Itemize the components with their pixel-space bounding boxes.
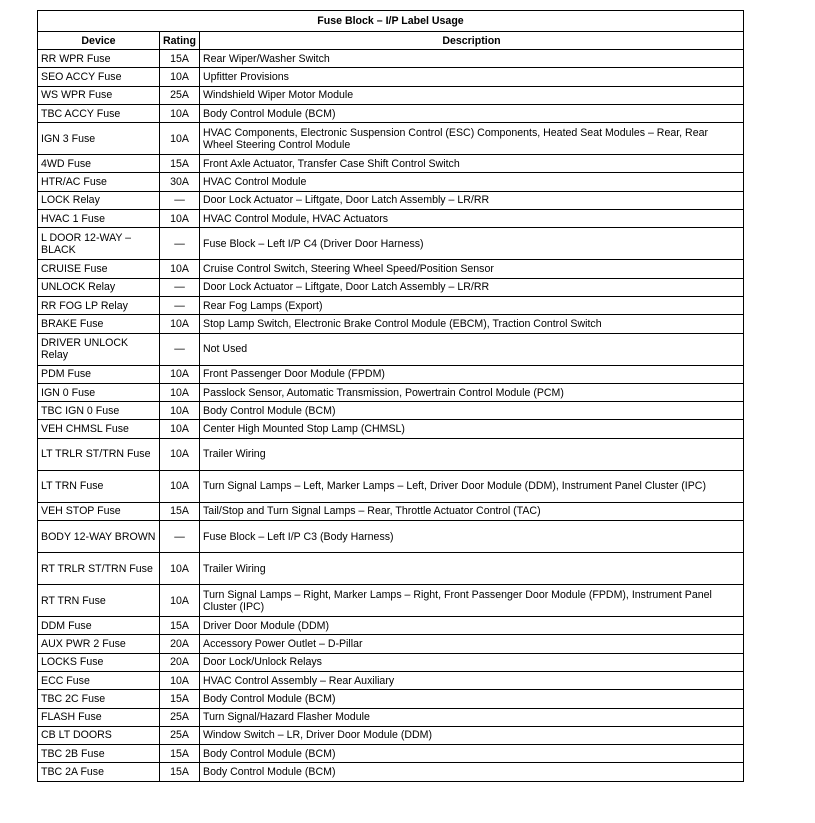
rating-cell: 10A [160, 104, 200, 122]
table-row [38, 333, 744, 365]
rating-cell: 10A [160, 123, 200, 155]
rating-cell: 10A [160, 470, 200, 502]
device-cell: TBC 2C Fuse [38, 690, 160, 708]
device-cell: CB LT DOORS [38, 726, 160, 744]
table-row [38, 210, 744, 228]
description-cell: HVAC Control Module [200, 173, 744, 191]
device-cell: LOCK Relay [38, 191, 160, 209]
device-cell: IGN 3 Fuse [38, 123, 160, 155]
rating-cell: 15A [160, 617, 200, 635]
rating-cell: 10A [160, 260, 200, 278]
device-cell: TBC 2A Fuse [38, 763, 160, 781]
table-row [38, 86, 744, 104]
device-cell: WS WPR Fuse [38, 86, 160, 104]
table-row [38, 745, 744, 763]
table-row [38, 315, 744, 333]
device-cell: LOCKS Fuse [38, 653, 160, 671]
table-row [38, 585, 744, 617]
table-row [38, 653, 744, 671]
description-cell: Door Lock Actuator – Liftgate, Door Latch Assembly – LR/RR [200, 191, 744, 209]
device-cell: RR FOG LP Relay [38, 296, 160, 314]
description-cell: Body Control Module (BCM) [200, 763, 744, 781]
table-row [38, 365, 744, 383]
table-row [38, 173, 744, 191]
device-cell: SEO ACCY Fuse [38, 68, 160, 86]
description-cell: Window Switch – LR, Driver Door Module (DDM) [200, 726, 744, 744]
description-cell: Upfitter Provisions [200, 68, 744, 86]
table-row [38, 617, 744, 635]
device-cell: TBC 2B Fuse [38, 745, 160, 763]
table-row [38, 708, 744, 726]
table-row [38, 671, 744, 689]
table-row [38, 402, 744, 420]
rating-cell: 10A [160, 68, 200, 86]
device-cell: UNLOCK Relay [38, 278, 160, 296]
device-cell: VEH CHMSL Fuse [38, 420, 160, 438]
rating-cell: 10A [160, 315, 200, 333]
device-cell: BRAKE Fuse [38, 315, 160, 333]
description-cell: Trailer Wiring [200, 553, 744, 585]
description-cell: HVAC Control Module, HVAC Actuators [200, 210, 744, 228]
table-row [38, 155, 744, 173]
description-cell: HVAC Components, Electronic Suspension Control (ESC) Components, Heated Seat Modules – Rear, Rear Wheel Steering Control Module [200, 123, 744, 155]
description-cell: Body Control Module (BCM) [200, 745, 744, 763]
table-row [38, 296, 744, 314]
rating-cell: 10A [160, 585, 200, 617]
fuse-block-table [37, 10, 744, 782]
table-row [38, 553, 744, 585]
rating-cell: 10A [160, 210, 200, 228]
table-row [38, 228, 744, 260]
table-row [38, 726, 744, 744]
rating-cell: — [160, 521, 200, 553]
rating-cell: 15A [160, 155, 200, 173]
device-cell: TBC IGN 0 Fuse [38, 402, 160, 420]
rating-cell: — [160, 228, 200, 260]
description-cell: Stop Lamp Switch, Electronic Brake Control Module (EBCM), Traction Control Switch [200, 315, 744, 333]
rating-cell: 25A [160, 86, 200, 104]
rating-cell: 10A [160, 383, 200, 401]
device-cell: TBC ACCY Fuse [38, 104, 160, 122]
table-row [38, 50, 744, 68]
description-cell: Rear Wiper/Washer Switch [200, 50, 744, 68]
table-row [38, 278, 744, 296]
rating-cell: 25A [160, 708, 200, 726]
device-cell: VEH STOP Fuse [38, 502, 160, 520]
rating-cell: 15A [160, 50, 200, 68]
description-cell: Accessory Power Outlet – D-Pillar [200, 635, 744, 653]
rating-cell: — [160, 296, 200, 314]
table-title: Fuse Block – I/P Label Usage [38, 11, 744, 32]
description-cell: Turn Signal Lamps – Left, Marker Lamps – Left, Driver Door Module (DDM), Instrument Panel Cluster (IPC) [200, 470, 744, 502]
description-cell: Not Used [200, 333, 744, 365]
rating-cell: — [160, 333, 200, 365]
rating-cell: 20A [160, 635, 200, 653]
description-cell: HVAC Control Assembly – Rear Auxiliary [200, 671, 744, 689]
device-cell: RT TRLR ST/TRN Fuse [38, 553, 160, 585]
device-cell: HTR/AC Fuse [38, 173, 160, 191]
description-cell: Body Control Module (BCM) [200, 402, 744, 420]
rating-cell: 15A [160, 745, 200, 763]
description-cell: Front Passenger Door Module (FPDM) [200, 365, 744, 383]
description-cell: Fuse Block – Left I/P C4 (Driver Door Harness) [200, 228, 744, 260]
table-row [38, 191, 744, 209]
table-row [38, 470, 744, 502]
device-cell: AUX PWR 2 Fuse [38, 635, 160, 653]
device-cell: DDM Fuse [38, 617, 160, 635]
device-cell: BODY 12-WAY BROWN [38, 521, 160, 553]
table-row [38, 438, 744, 470]
device-cell: HVAC 1 Fuse [38, 210, 160, 228]
device-cell: PDM Fuse [38, 365, 160, 383]
device-cell: FLASH Fuse [38, 708, 160, 726]
description-cell: Door Lock Actuator – Liftgate, Door Latch Assembly – LR/RR [200, 278, 744, 296]
table-row [38, 123, 744, 155]
description-cell: Rear Fog Lamps (Export) [200, 296, 744, 314]
table-row [38, 521, 744, 553]
description-cell: Turn Signal/Hazard Flasher Module [200, 708, 744, 726]
description-cell: Body Control Module (BCM) [200, 104, 744, 122]
description-cell: Cruise Control Switch, Steering Wheel Speed/Position Sensor [200, 260, 744, 278]
rating-cell: — [160, 191, 200, 209]
rating-cell: 20A [160, 653, 200, 671]
table-row [38, 502, 744, 520]
rating-cell: — [160, 278, 200, 296]
device-cell: ECC Fuse [38, 671, 160, 689]
device-cell: LT TRLR ST/TRN Fuse [38, 438, 160, 470]
rating-cell: 10A [160, 420, 200, 438]
description-cell: Windshield Wiper Motor Module [200, 86, 744, 104]
device-cell: RR WPR Fuse [38, 50, 160, 68]
rating-cell: 30A [160, 173, 200, 191]
description-cell: Turn Signal Lamps – Right, Marker Lamps – Right, Front Passenger Door Module (FPDM), Instrument Panel Cluster (IPC) [200, 585, 744, 617]
description-cell: Passlock Sensor, Automatic Transmission, Powertrain Control Module (PCM) [200, 383, 744, 401]
description-cell: Trailer Wiring [200, 438, 744, 470]
rating-cell: 15A [160, 502, 200, 520]
device-cell: LT TRN Fuse [38, 470, 160, 502]
rating-cell: 10A [160, 402, 200, 420]
description-cell: Front Axle Actuator, Transfer Case Shift Control Switch [200, 155, 744, 173]
rating-cell: 25A [160, 726, 200, 744]
rating-cell: 10A [160, 671, 200, 689]
table-row [38, 690, 744, 708]
rating-cell: 10A [160, 438, 200, 470]
device-cell: CRUISE Fuse [38, 260, 160, 278]
rating-cell: 10A [160, 365, 200, 383]
table-row [38, 420, 744, 438]
table-row [38, 383, 744, 401]
description-cell: Driver Door Module (DDM) [200, 617, 744, 635]
description-column-header: Description [200, 32, 744, 50]
device-cell: RT TRN Fuse [38, 585, 160, 617]
description-cell: Body Control Module (BCM) [200, 690, 744, 708]
device-cell: DRIVER UNLOCK Relay [38, 333, 160, 365]
description-cell: Center High Mounted Stop Lamp (CHMSL) [200, 420, 744, 438]
description-cell: Tail/Stop and Turn Signal Lamps – Rear, Throttle Actuator Control (TAC) [200, 502, 744, 520]
table-row [38, 68, 744, 86]
description-cell: Door Lock/Unlock Relays [200, 653, 744, 671]
table-row [38, 635, 744, 653]
rating-cell: 15A [160, 690, 200, 708]
device-column-header: Device [38, 32, 160, 50]
device-cell: IGN 0 Fuse [38, 383, 160, 401]
rating-column-header: Rating [160, 32, 200, 50]
rating-cell: 10A [160, 553, 200, 585]
description-cell: Fuse Block – Left I/P C3 (Body Harness) [200, 521, 744, 553]
device-cell: 4WD Fuse [38, 155, 160, 173]
table-body [38, 50, 744, 782]
device-cell: L DOOR 12-WAY – BLACK [38, 228, 160, 260]
rating-cell: 15A [160, 763, 200, 781]
table-row [38, 260, 744, 278]
table-row [38, 104, 744, 122]
table-row [38, 763, 744, 781]
